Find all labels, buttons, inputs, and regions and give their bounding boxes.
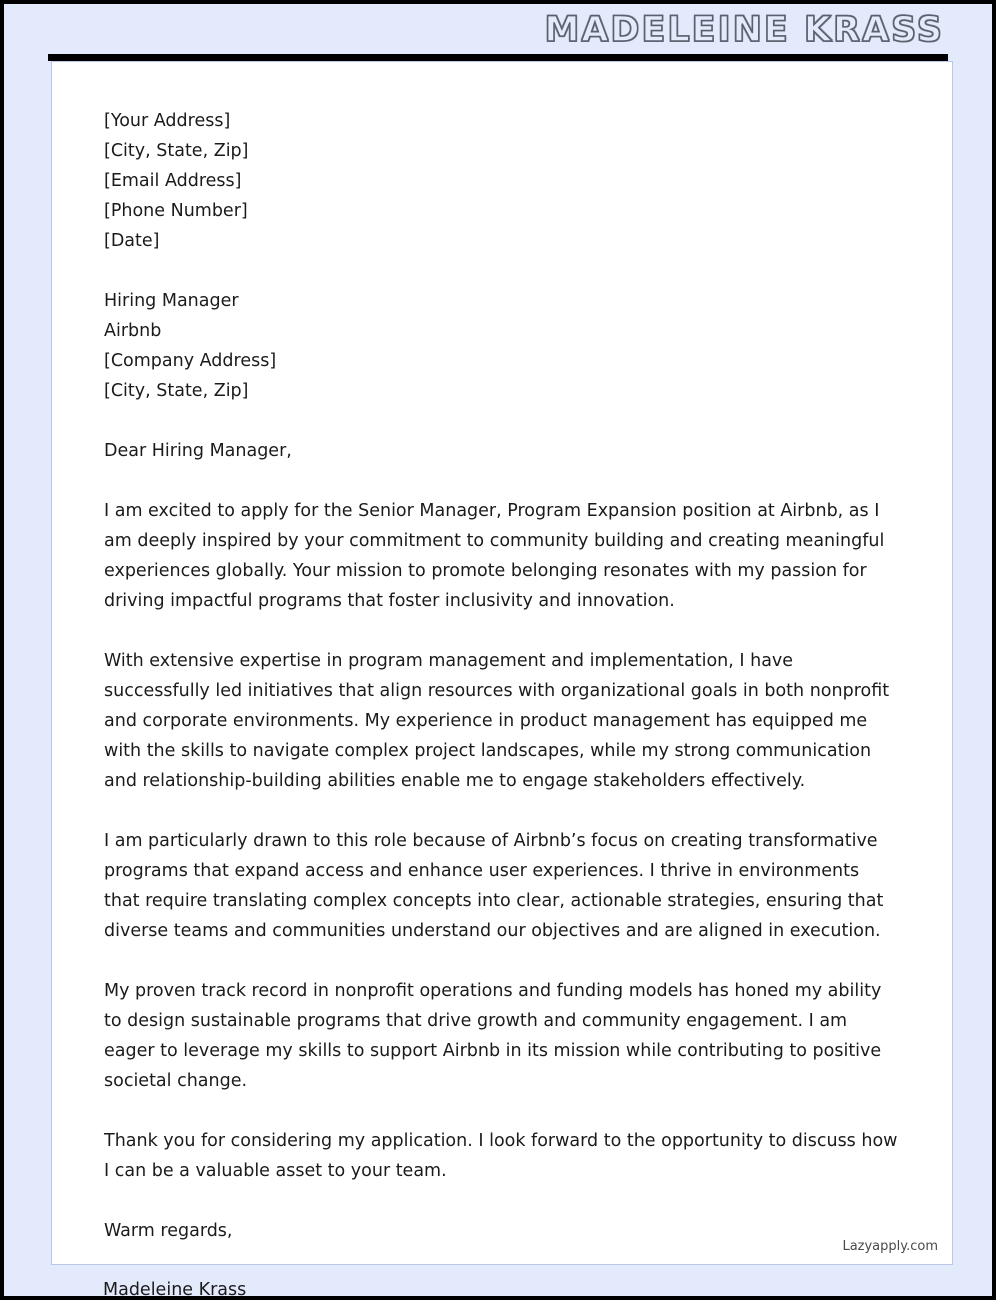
letter-paragraph: I am particularly drawn to this role because of Airbnb’s focus on creating transformative programs that expand access and enhance user experiences. I thrive in environments that require translating complex concepts into clear, actionable strategies, ensuring that diverse teams and communities understand our objectives and are aligned in execution. [104, 831, 884, 941]
recipient-address-block [104, 286, 922, 406]
document-header [4, 4, 992, 56]
recipient-line: [Company Address] [104, 351, 277, 371]
recipient-line: Airbnb [104, 321, 162, 341]
letter-paragraph: With extensive expertise in program management and implementation, I have successfully led initiatives that align resources with organizational goals in both nonprofit and corporate environments. My experience in product management has equipped me with the skills to navigate complex project landscapes, while my strong communication and relationship-building abilities enable me to engage stakeholders effectively. [104, 651, 890, 791]
closing: Warm regards, [104, 1221, 233, 1241]
recipient-line: [City, State, Zip] [104, 381, 249, 401]
sender-line: [Date] [104, 231, 160, 251]
sender-line: [Your Address] [104, 111, 231, 131]
sender-line: [Email Address] [104, 171, 242, 191]
sender-address-block [104, 106, 922, 256]
letter-paragraph: I am excited to apply for the Senior Manager, Program Expansion position at Airbnb, as I am deeply inspired by your commitment to community building and creating meaningful experiences globally. Your mission to promote belonging resonates with my passion for driving impactful programs that foster inclusivity and innovation. [104, 501, 885, 611]
spacer [104, 256, 922, 286]
letter-body [104, 106, 922, 1265]
watermark: Lazyapply.com [842, 1239, 938, 1254]
salutation: Dear Hiring Manager, [104, 441, 292, 461]
spacer [104, 406, 922, 436]
signature-name: Madeleine Krass [103, 1280, 247, 1300]
sender-line: [City, State, Zip] [104, 141, 249, 161]
letter-paragraph: Thank you for considering my application. I look forward to the opportunity to discuss how I can be a valuable asset to your team. [104, 1131, 898, 1181]
recipient-line: Hiring Manager [104, 291, 239, 311]
letter-paragraph: My proven track record in nonprofit operations and funding models has honed my ability to design sustainable programs that drive growth and community engagement. I am eager to leverage my skills to support Airbnb in its mission while contributing to positive societal change. [104, 981, 882, 1091]
page-title: MADELEINE KRASS [544, 10, 944, 50]
header-divider [48, 54, 948, 61]
letter-sheet [51, 61, 953, 1265]
sender-line: [Phone Number] [104, 201, 248, 221]
